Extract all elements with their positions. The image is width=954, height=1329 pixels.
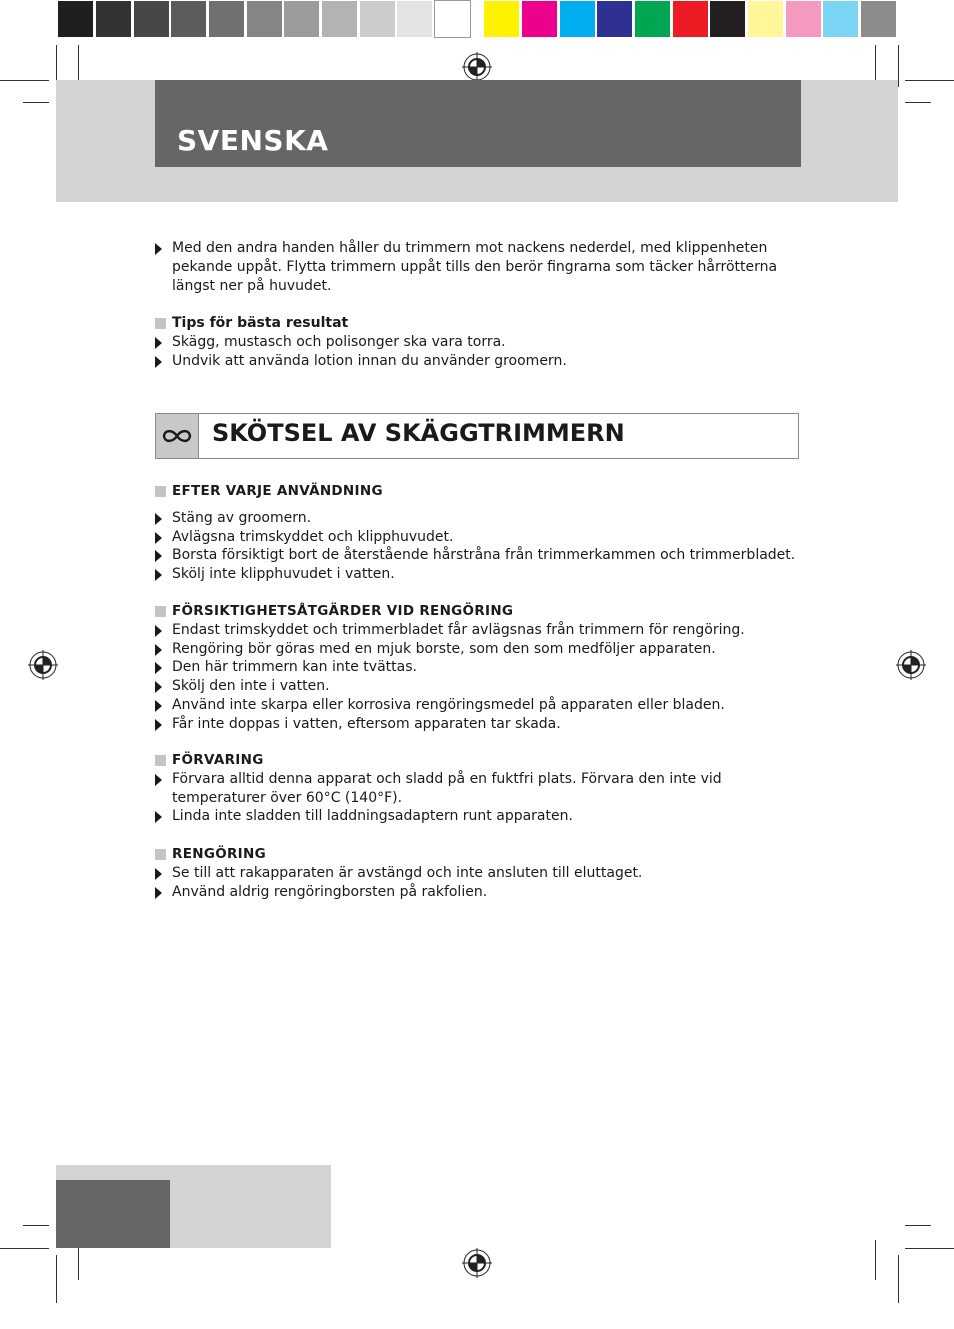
list-item: Undvik att använda lotion innan du använder groomern.: [155, 352, 805, 371]
bullet-triangle-icon: [155, 243, 162, 255]
list-item: Den här trimmern kan inte tvättas.: [155, 658, 805, 677]
bullet-triangle-icon: [155, 811, 162, 823]
section-icon-cell: [156, 414, 199, 458]
storage-heading: FÖRVARING: [155, 751, 805, 770]
color-swatch: [484, 1, 519, 37]
bullet-triangle-icon: [155, 625, 162, 637]
registration-mark-icon: [896, 650, 926, 680]
list-item: Förvara alltid denna apparat och sladd på en fuktfri plats. Förvara den inte vid temperaturer över 60°C (140°F).: [155, 770, 805, 808]
crop-mark: [905, 102, 931, 103]
precautions-block: [155, 602, 805, 734]
list-item: Skölj den inte i vatten.: [155, 677, 805, 696]
list-item: Med den andra handen håller du trimmern mot nackens nederdel, med klippenheten pekande uppåt. Flytta trimmern uppåt tills den berör fingrarna som täcker hårrötterna längst ner på huvudet.: [155, 239, 805, 295]
registration-mark-icon: [462, 1248, 492, 1278]
bullet-triangle-icon: [155, 681, 162, 693]
crop-mark: [23, 1225, 49, 1226]
crop-mark: [23, 102, 49, 103]
square-bullet-icon: [155, 755, 166, 766]
bullet-triangle-icon: [155, 569, 162, 581]
square-bullet-icon: [155, 486, 166, 497]
bullet-triangle-icon: [155, 719, 162, 731]
gray-swatch: [435, 1, 470, 37]
header-title-box: [155, 80, 801, 167]
crop-mark: [0, 80, 49, 81]
bullet-triangle-icon: [155, 356, 162, 368]
list-item: Se till att rakapparaten är avstängd och inte ansluten till eluttaget.: [155, 864, 805, 883]
gray-swatch: [171, 1, 206, 37]
list-item: Linda inte sladden till laddningsadaptern runt apparaten.: [155, 807, 805, 826]
square-bullet-icon: [155, 849, 166, 860]
crop-mark: [875, 1240, 876, 1280]
bullet-triangle-icon: [155, 513, 162, 525]
color-swatch: [597, 1, 632, 37]
precautions-heading: FÖRSIKTIGHETSÅTGÄRDER VID RENGÖRING: [155, 602, 805, 621]
color-swatch: [522, 1, 557, 37]
color-swatch-bar: [484, 1, 897, 37]
color-swatch: [786, 1, 821, 37]
list-item: Skölj inte klipphuvudet i vatten.: [155, 565, 805, 584]
list-item: Stäng av groomern.: [155, 509, 805, 528]
list-item: Använd inte skarpa eller korrosiva rengöringsmedel på apparaten eller bladen.: [155, 696, 805, 715]
gray-swatch: [96, 1, 131, 37]
gray-swatch: [322, 1, 357, 37]
crop-mark: [898, 1255, 899, 1303]
cleaning-block: [155, 845, 805, 901]
bullet-triangle-icon: [155, 644, 162, 656]
cleaning-heading: RENGÖRING: [155, 845, 805, 864]
color-swatch: [710, 1, 745, 37]
bullet-triangle-icon: [155, 700, 162, 712]
tips-heading: Tips för bästa resultat: [155, 314, 805, 333]
registration-mark-icon: [28, 650, 58, 680]
gray-swatch: [247, 1, 282, 37]
list-item: Borsta försiktigt bort de återstående hårstråna från trimmerkammen och trimmerbladet.: [155, 546, 805, 565]
section-title: SKÖTSEL AV SKÄGGTRIMMERN: [212, 419, 625, 447]
crop-mark: [905, 1225, 931, 1226]
section-heading: [155, 413, 799, 459]
gray-swatch: [360, 1, 395, 37]
footer-page-tab: [56, 1180, 170, 1248]
color-swatch: [823, 1, 858, 37]
gray-swatch-bar: [58, 1, 471, 37]
infinity-icon: [156, 414, 198, 458]
tips-block: [155, 314, 805, 370]
crop-mark: [56, 1255, 57, 1303]
list-item: Avlägsna trimskyddet och klipphuvudet.: [155, 528, 805, 547]
crop-mark: [898, 45, 899, 87]
color-swatch: [861, 1, 896, 37]
bullet-triangle-icon: [155, 887, 162, 899]
crop-mark: [905, 80, 954, 81]
intro-block: [155, 239, 805, 295]
crop-mark: [0, 1248, 49, 1249]
list-item: Skägg, mustasch och polisonger ska vara torra.: [155, 333, 805, 352]
gray-swatch: [209, 1, 244, 37]
gray-swatch: [58, 1, 93, 37]
gray-swatch: [397, 1, 432, 37]
after-use-block: [155, 482, 805, 584]
page-title: SVENSKA: [177, 124, 329, 157]
bullet-triangle-icon: [155, 868, 162, 880]
bullet-triangle-icon: [155, 337, 162, 349]
after-use-heading: EFTER VARJE ANVÄNDNING: [155, 482, 805, 501]
bullet-triangle-icon: [155, 550, 162, 562]
color-swatch: [673, 1, 708, 37]
bullet-triangle-icon: [155, 662, 162, 674]
list-item: Rengöring bör göras med en mjuk borste, som den som medföljer apparaten.: [155, 640, 805, 659]
gray-swatch: [284, 1, 319, 37]
color-swatch: [748, 1, 783, 37]
list-item: Får inte doppas i vatten, eftersom apparaten tar skada.: [155, 715, 805, 734]
color-swatch: [635, 1, 670, 37]
bullet-triangle-icon: [155, 774, 162, 786]
list-item: Endast trimskyddet och trimmerbladet får avlägsnas från trimmern för rengöring.: [155, 621, 805, 640]
storage-block: [155, 751, 805, 826]
square-bullet-icon: [155, 318, 166, 329]
color-swatch: [560, 1, 595, 37]
gray-swatch: [134, 1, 169, 37]
square-bullet-icon: [155, 606, 166, 617]
list-item: Använd aldrig rengöringborsten på rakfolien.: [155, 883, 805, 902]
crop-mark: [905, 1248, 954, 1249]
bullet-triangle-icon: [155, 532, 162, 544]
registration-mark-icon: [462, 52, 492, 82]
